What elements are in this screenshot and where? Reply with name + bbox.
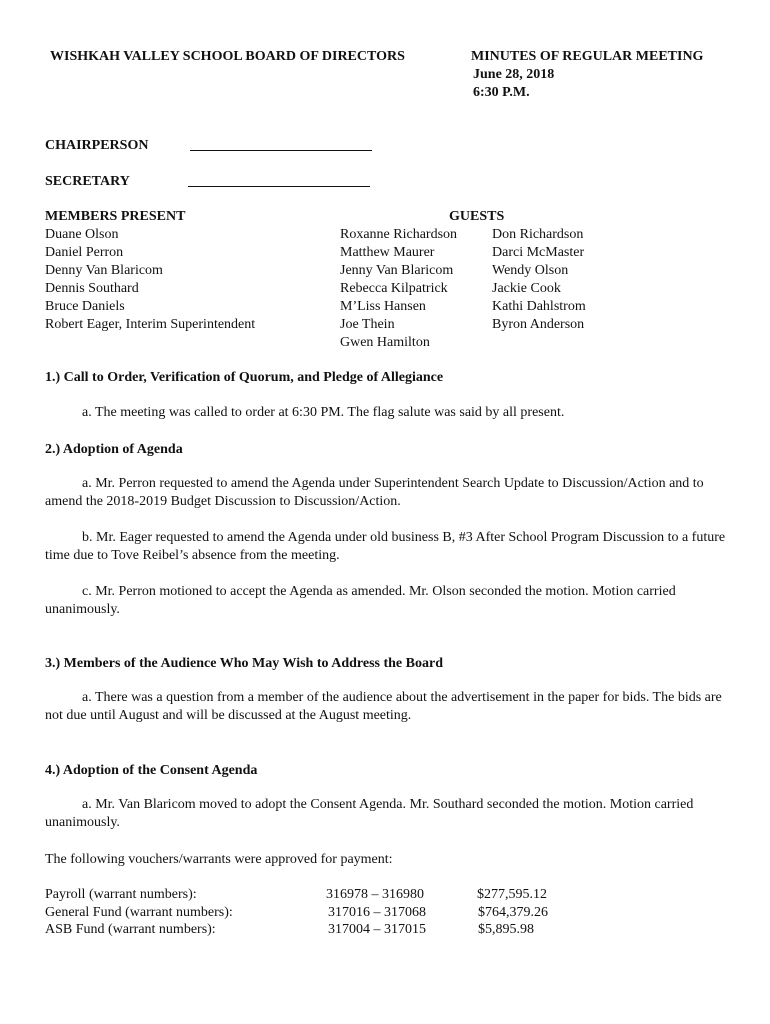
meeting-time: 6:30 P.M. xyxy=(473,85,530,100)
secretary-signature-line xyxy=(188,174,370,187)
members-present-heading: MEMBERS PRESENT xyxy=(45,209,186,224)
organization-name: WISHKAH VALLEY SCHOOL BOARD OF DIRECTORS xyxy=(50,49,405,64)
section-1-heading: 1.) Call to Order, Verification of Quorum, and Pledge of Allegiance xyxy=(45,370,444,385)
guest-name: Matthew Maurer xyxy=(340,245,435,260)
section-2-item-a: a. Mr. Perron requested to amend the Agenda under Superintendent Search Update to Discussion/Action and to amend the 2018-2019 Budget Discussion to Discussion/Action. xyxy=(45,476,704,509)
member-name: Bruce Daniels xyxy=(45,299,125,314)
section-4-heading: 4.) Adoption of the Consent Agenda xyxy=(45,763,258,778)
warrant-range: 316978 – 316980 xyxy=(326,887,424,902)
guest-name: Rebecca Kilpatrick xyxy=(340,281,448,296)
section-2-heading: 2.) Adoption of Agenda xyxy=(45,442,183,457)
guest-name: Roxanne Richardson xyxy=(340,227,458,242)
guest-name: M’Liss Hansen xyxy=(340,299,426,314)
warrant-amount: $764,379.26 xyxy=(478,905,548,920)
section-3-item-a: a. There was a question from a member of the audience about the advertisement in the paper for bids. The bids are not due until August and will be discussed at the August meeting. xyxy=(45,690,722,723)
guests-list-col2 xyxy=(492,226,586,334)
section-4-item-a: a. Mr. Van Blaricom moved to adopt the Consent Agenda. Mr. Southard seconded the motion. Motion carried unanimously. xyxy=(45,797,694,830)
guest-name: Don Richardson xyxy=(492,227,584,242)
chairperson-signature-line xyxy=(190,138,372,151)
vouchers-intro: The following vouchers/warrants were approved for payment: xyxy=(45,852,393,867)
guest-name: Gwen Hamilton xyxy=(340,335,430,350)
warrant-range: 317004 – 317015 xyxy=(328,922,426,937)
secretary-label: SECRETARY xyxy=(45,174,130,189)
members-list xyxy=(45,226,255,334)
member-name: Robert Eager, Interim Superintendent xyxy=(45,317,256,332)
guests-list-col1 xyxy=(340,226,457,352)
chairperson-label: CHAIRPERSON xyxy=(45,138,149,153)
section-2-item-b: b. Mr. Eager requested to amend the Agenda under old business B, #3 After School Program Discussion to a future time due to Tove Reibel’s absence from the meeting. xyxy=(45,530,726,563)
section-3-heading: 3.) Members of the Audience Who May Wish to Address the Board xyxy=(45,656,443,671)
member-name: Dennis Southard xyxy=(45,281,139,296)
guest-name: Jenny Van Blaricom xyxy=(340,263,454,278)
guest-name: Joe Thein xyxy=(340,317,395,332)
member-name: Denny Van Blaricom xyxy=(45,263,163,278)
warrant-label: General Fund (warrant numbers): xyxy=(45,905,233,920)
member-name: Duane Olson xyxy=(45,227,119,242)
member-name: Daniel Perron xyxy=(45,245,124,260)
guest-name: Byron Anderson xyxy=(492,317,585,332)
guests-heading: GUESTS xyxy=(449,209,505,224)
warrant-label: Payroll (warrant numbers): xyxy=(45,887,197,902)
guest-name: Wendy Olson xyxy=(492,263,569,278)
guest-name: Jackie Cook xyxy=(492,281,561,296)
warrant-range: 317016 – 317068 xyxy=(328,905,426,920)
section-1-item-a: a. The meeting was called to order at 6:30 PM. The flag salute was said by all present. xyxy=(82,405,565,420)
guest-name: Darci McMaster xyxy=(492,245,585,260)
document-title: MINUTES OF REGULAR MEETING xyxy=(471,49,704,64)
guest-name: Kathi Dahlstrom xyxy=(492,299,586,314)
meeting-date: June 28, 2018 xyxy=(473,67,555,82)
section-2-item-c: c. Mr. Perron motioned to accept the Agenda as amended. Mr. Olson seconded the motion. Motion carried unanimously. xyxy=(45,584,676,617)
warrant-label: ASB Fund (warrant numbers): xyxy=(45,922,216,937)
warrant-amount: $277,595.12 xyxy=(477,887,547,902)
warrant-amount: $5,895.98 xyxy=(478,922,534,937)
